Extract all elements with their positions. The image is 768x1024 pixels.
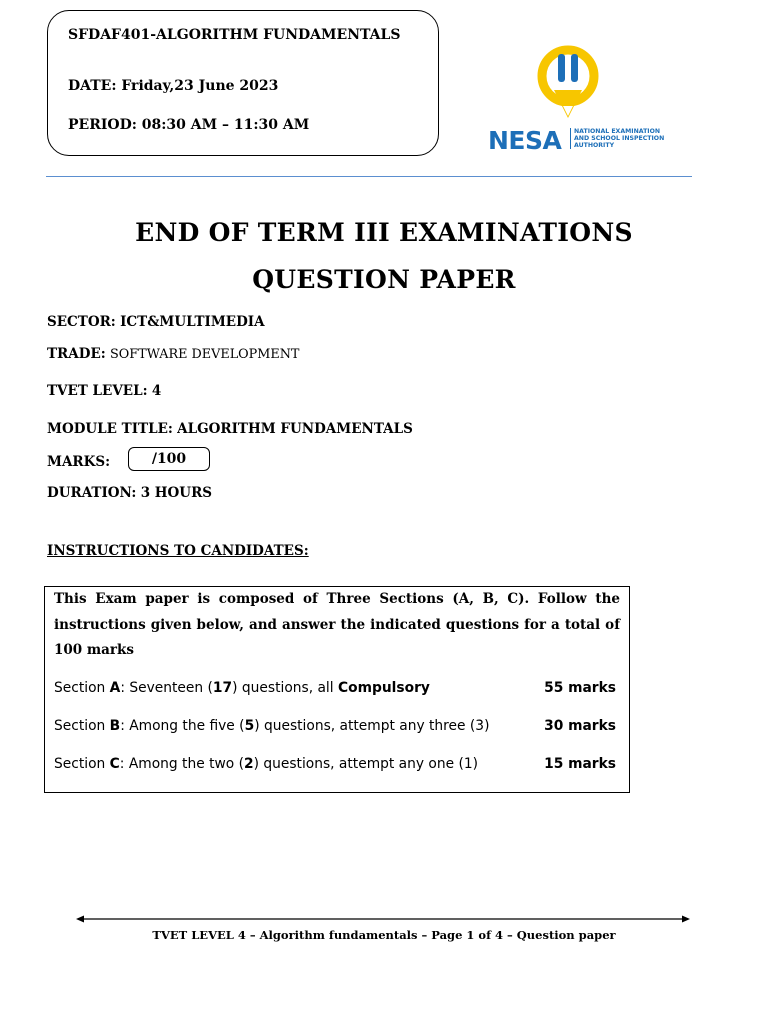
- marks-total-box: /100: [128, 447, 210, 471]
- section-b-text: [54, 718, 489, 734]
- section-c-count: 2: [243, 756, 254, 772]
- section-a-prefix: Section: [54, 680, 110, 696]
- marks-field: [47, 454, 110, 470]
- section-c-prefix: Section: [54, 756, 110, 772]
- duration-field: [47, 485, 212, 501]
- section-a-desc1: : Seventeen (: [120, 680, 213, 696]
- section-c-marks: 15 marks: [544, 756, 616, 772]
- module-label: MODULE TITLE:: [47, 421, 173, 437]
- section-c-text: [54, 756, 478, 772]
- paper-title: QUESTION PAPER: [252, 265, 516, 294]
- section-b-desc1: : Among the five (: [120, 718, 245, 734]
- section-b-prefix: Section: [54, 718, 110, 734]
- footer-arrow-line: [76, 915, 690, 923]
- section-a-desc2: ) questions, all: [232, 680, 338, 696]
- header-divider: [46, 176, 692, 177]
- section-b-desc2: ) questions, attempt any three (3): [254, 718, 490, 734]
- section-b-marks: 30 marks: [544, 718, 616, 734]
- sector-field: [47, 314, 265, 330]
- exam-period: PERIOD: 08:30 AM – 11:30 AM: [68, 117, 310, 133]
- section-a-letter: A: [109, 680, 121, 696]
- section-c-desc2: ) questions, attempt any one (1): [253, 756, 479, 772]
- sector-value: ICT&MULTIMEDIA: [120, 314, 265, 330]
- module-code: SFDAF401-ALGORITHM FUNDAMENTALS: [68, 27, 401, 43]
- level-label: TVET LEVEL:: [47, 383, 148, 399]
- trade-value: SOFTWARE DEVELOPMENT: [110, 347, 300, 362]
- level-field: [47, 383, 161, 399]
- logo-subtitle: NATIONAL EXAMINATION AND SCHOOL INSPECTION AUTHORITY: [570, 128, 674, 149]
- instructions-intro: This Exam paper is composed of Three Sections (A, B, C). Follow the instructions given below, and answer the indicated questions for a total of 100 marks: [54, 591, 620, 658]
- section-c-desc1: : Among the two (: [119, 756, 244, 772]
- instructions-box: [44, 586, 630, 793]
- nesa-logo: [486, 44, 665, 156]
- duration-value: 3 HOURS: [140, 485, 213, 501]
- section-a-count: 17: [212, 680, 233, 696]
- marks-label: MARKS:: [47, 454, 111, 470]
- trade-field: [47, 346, 299, 362]
- section-c-letter: C: [109, 756, 120, 772]
- section-a-text: [54, 680, 430, 696]
- section-b-count: 5: [244, 718, 255, 734]
- instructions-heading: INSTRUCTIONS TO CANDIDATES:: [47, 543, 309, 559]
- exam-date: DATE: Friday,23 June 2023: [68, 78, 279, 94]
- sector-label: SECTOR:: [47, 314, 116, 330]
- logo-wordmark: NESA: [488, 126, 562, 155]
- exam-title: END OF TERM III EXAMINATIONS: [135, 218, 633, 247]
- module-value: ALGORITHM FUNDAMENTALS: [177, 421, 413, 437]
- section-b-letter: B: [109, 718, 121, 734]
- section-a-compulsory: Compulsory: [337, 680, 430, 696]
- trade-label: TRADE:: [47, 346, 106, 362]
- section-a-marks: 55 marks: [544, 680, 616, 696]
- duration-label: DURATION:: [47, 485, 137, 501]
- page-footer: TVET LEVEL 4 – Algorithm fundamentals – Page 1 of 4 – Question paper: [152, 928, 616, 942]
- exam-header-box: [47, 10, 439, 156]
- module-field: [47, 421, 413, 437]
- level-value: 4: [151, 383, 162, 399]
